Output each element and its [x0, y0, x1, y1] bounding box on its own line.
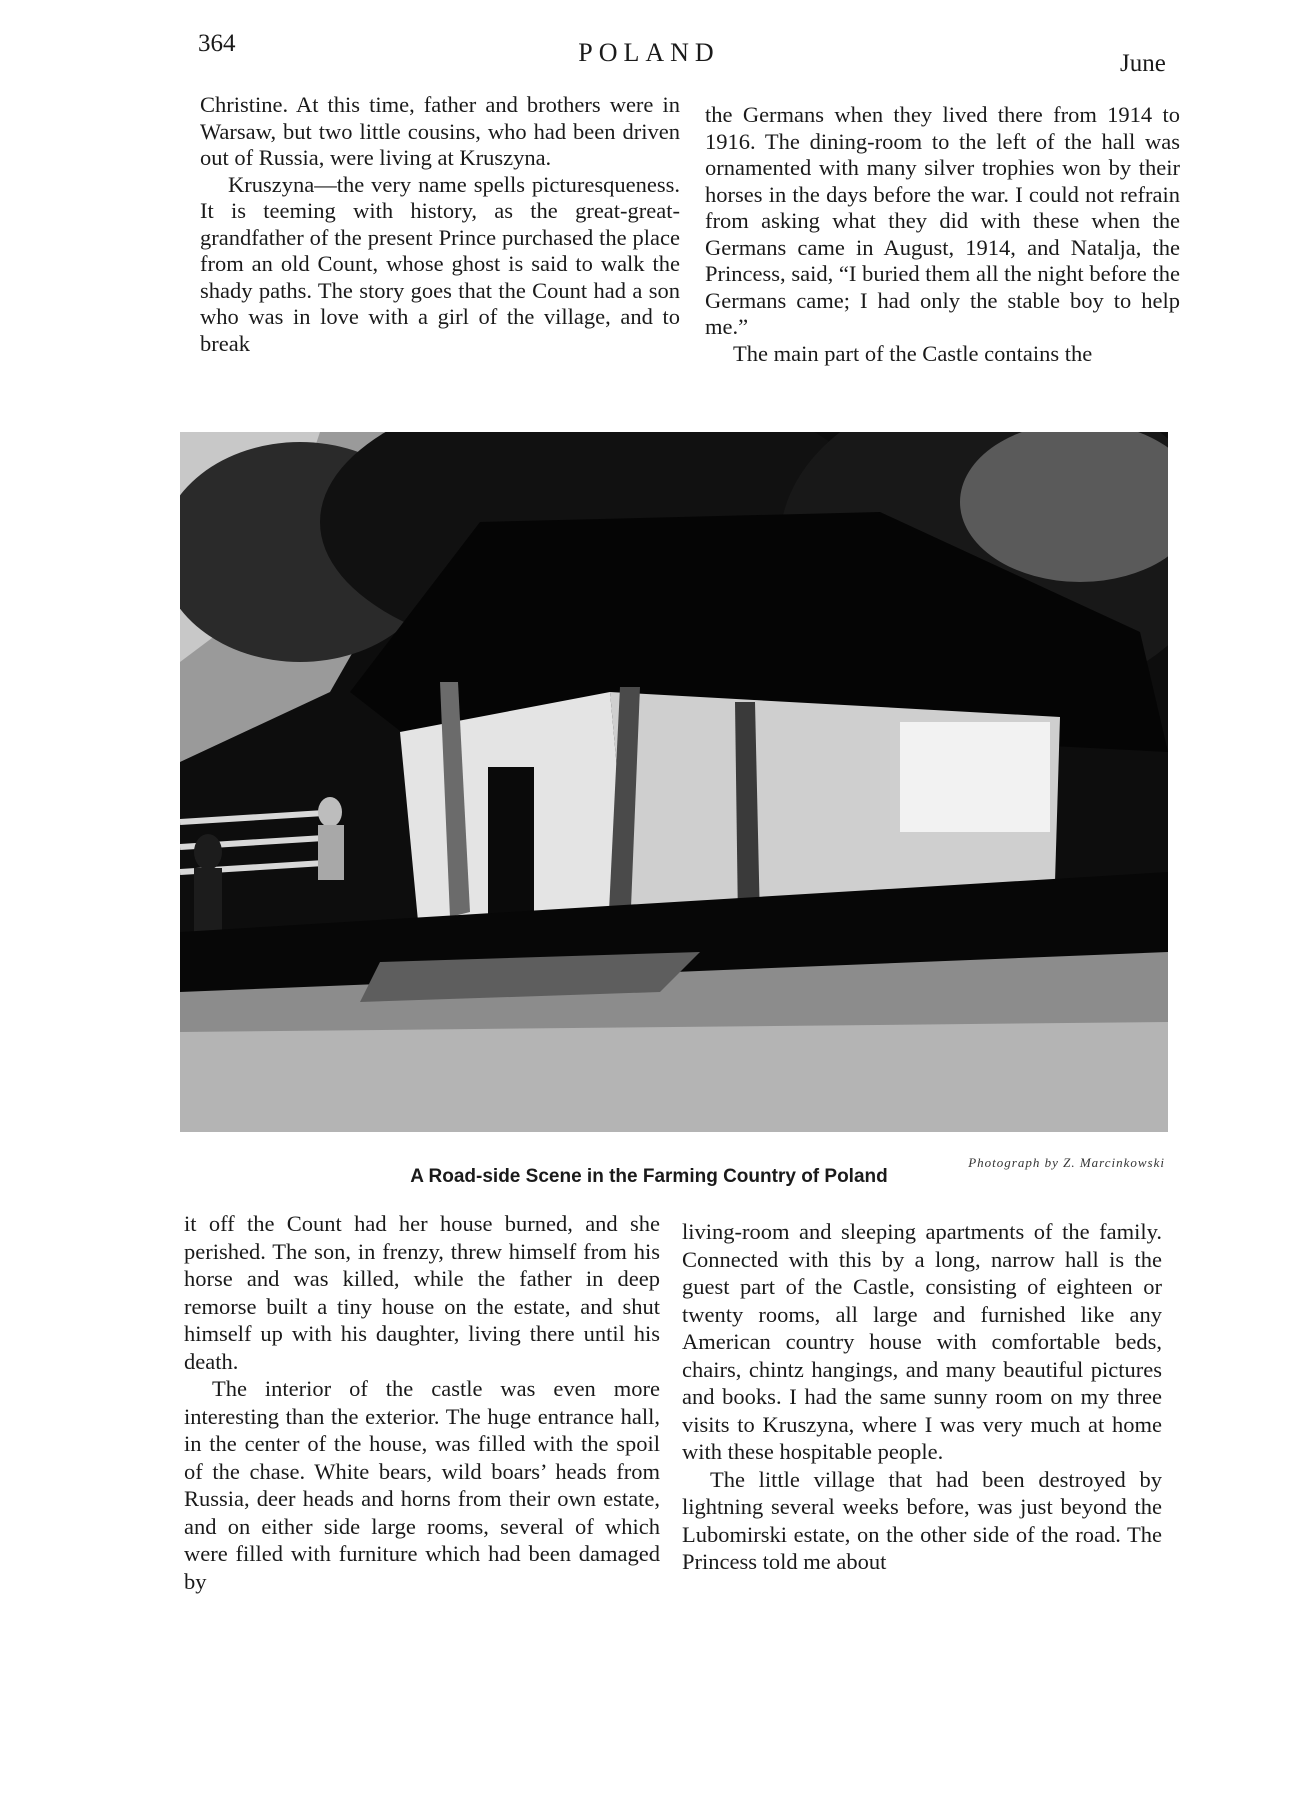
- paragraph: it off the Count had her house burned, and she perished. The son, in frenzy, threw himself from his horse and was killed, while the father in deep remorse built a tiny house on the estate, and shut himself up with his daughter, living there until his death.: [184, 1211, 660, 1374]
- paragraph: living-room and sleeping apartments of the family. Connected with this by a long, narrow hall is the guest part of the Castle, consisting of eighteen or twenty rooms, all large and furnished like any American country house with comfortable beds, chairs, chintz hangings, and many beautiful pictures and books. I had the same sunny room on my three visits to Kruszyna, where I was very much at home with these hospitable people.: [682, 1219, 1162, 1464]
- column-bottom-right: [682, 1218, 1162, 1576]
- photo-credit: Photograph by Z. Marcinkowski: [968, 1155, 1165, 1170]
- issue-month: June: [1120, 50, 1166, 77]
- page-number: 364: [198, 30, 236, 57]
- running-title: POLAND: [578, 38, 720, 67]
- paragraph: Christine. At this time, father and brothers were in Warsaw, but two little cousins, who had been driven out of Russia, were living at Kruszyna.: [200, 92, 680, 170]
- paragraph: The interior of the castle was even more interesting than the exterior. The huge entrance hall, in the center of the house, was filled with the spoil of the chase. White bears, wild boars’ heads from Russia, deer heads and horns from their own estate, and on either side large rooms, several of which were filled with furniture which had been damaged by: [184, 1376, 660, 1594]
- paragraph: Kruszyna—the very name spells picturesqueness. It is teeming with history, as the great-great-grandfather of the present Prince purchased the place from an old Count, whose ghost is said to walk the shady paths. The story goes that the Count had a son who was in love with a girl of the village, and to break: [200, 171, 680, 356]
- paragraph: the Germans when they lived there from 1914 to 1916. The dining-room to the left of the hall was ornamented with many silver trophies won by their horses in the days before the war. I could not refrain from asking what they did with these when the Germans came in August, 1914, and Natalja, the Princess, said, “I buried them all the night before the Germans came; I had only the stable boy to help me.”: [705, 102, 1180, 339]
- figure-caption: A Road-side Scene in the Farming Country of Poland: [410, 1166, 888, 1187]
- column-bottom-left: [184, 1210, 660, 1595]
- roadside-photograph: [180, 432, 1168, 1132]
- column-top-right: [705, 102, 1180, 367]
- column-top-left: [200, 92, 680, 357]
- paragraph: The little village that had been destroyed by lightning several weeks before, was just beyond the Lubomirski estate, on the other side of the road. The Princess told me about: [682, 1466, 1162, 1574]
- paragraph: The main part of the Castle contains the: [733, 340, 1093, 366]
